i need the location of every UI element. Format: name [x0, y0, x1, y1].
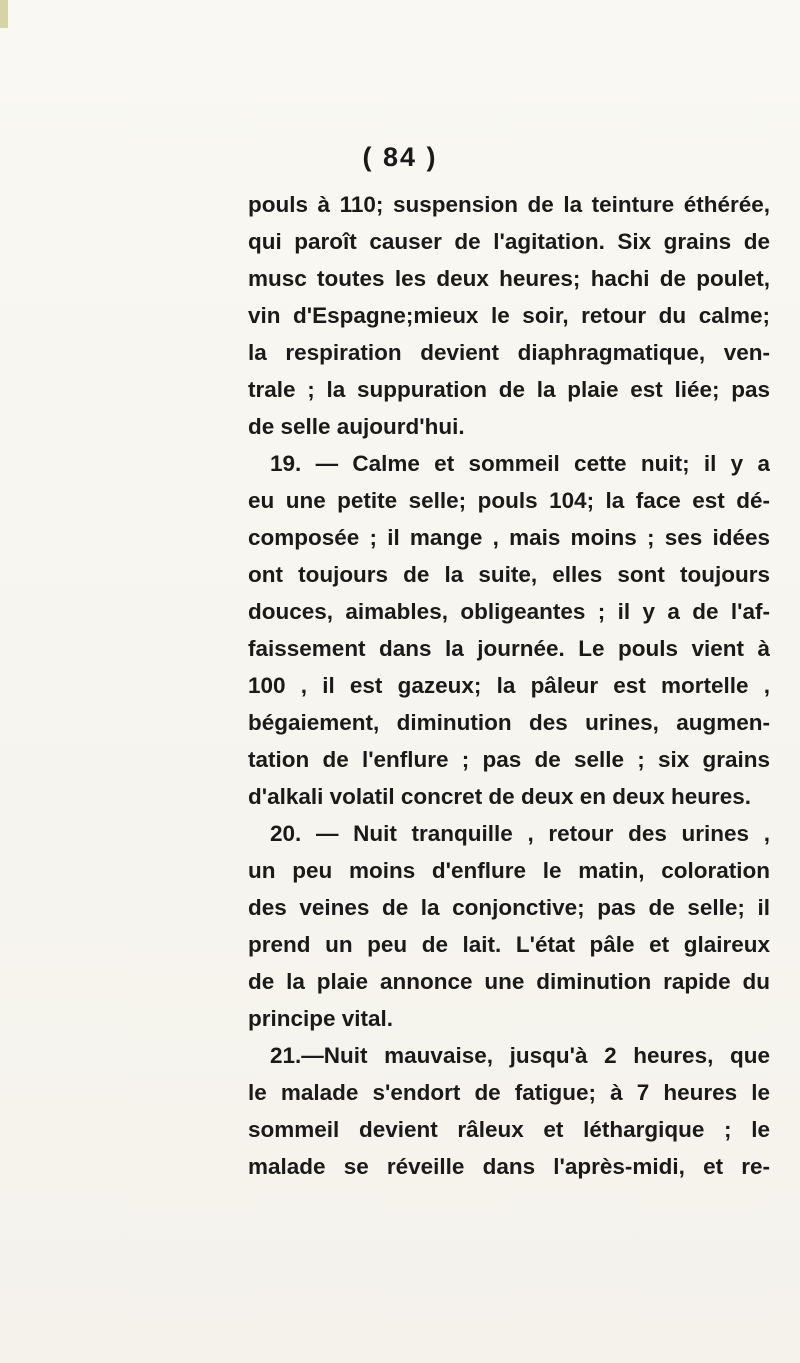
text-line: sommeil devient râleux et léthargique ; le — [248, 1117, 770, 1142]
text-line: la respiration devient diaphragmatique, ven- — [248, 340, 770, 365]
text-line: prend un peu de lait. L'état pâle et glaireux — [248, 932, 770, 957]
text-line: de selle aujourd'hui. — [248, 414, 465, 439]
text-line: pouls à 110; suspension de la teinture éthérée, — [248, 192, 770, 217]
text-line: douces, aimables, obligeantes ; il y a de l'af- — [248, 599, 770, 624]
text-line: 100 , il est gazeux; la pâleur est mortelle , — [248, 673, 770, 698]
text-line: composée ; il mange , mais moins ; ses idées — [248, 525, 770, 550]
text-line: le malade s'endort de fatigue; à 7 heures le — [248, 1080, 770, 1105]
text-line: tation de l'enflure ; pas de selle ; six grains — [248, 747, 770, 772]
text-line: trale ; la suppuration de la plaie est liée; pas — [248, 377, 770, 402]
text-line: ont toujours de la suite, elles sont toujours — [248, 562, 770, 587]
text-line: 20. — Nuit tranquille , retour des urines , — [270, 821, 770, 846]
text-line: de la plaie annonce une diminution rapide du — [248, 969, 770, 994]
text-line: d'alkali volatil concret de deux en deux heures. — [248, 784, 752, 809]
text-line: eu une petite selle; pouls 104; la face est dé- — [248, 488, 770, 513]
body-text — [248, 186, 770, 1185]
text-line: musc toutes les deux heures; hachi de poulet, — [248, 266, 770, 291]
page-number: ( 84 ) — [362, 142, 438, 172]
text-line: qui paroît causer de l'agitation. Six grains de — [248, 229, 770, 254]
text-line: 21.—Nuit mauvaise, jusqu'à 2 heures, que — [270, 1043, 770, 1068]
text-line: malade se réveille dans l'après-midi, et re- — [248, 1154, 770, 1179]
text-line: 19. — Calme et sommeil cette nuit; il y a — [270, 451, 770, 476]
text-line: vin d'Espagne;mieux le soir, retour du calme; — [248, 303, 770, 328]
text-line: bégaiement, diminution des urines, augmen- — [248, 710, 770, 735]
text-line: un peu moins d'enflure le matin, coloration — [248, 858, 770, 883]
text-line: des veines de la conjonctive; pas de selle; il — [248, 895, 770, 920]
text-line: principe vital. — [248, 1006, 394, 1031]
text-line: faissement dans la journée. Le pouls vient à — [248, 636, 770, 661]
scan-edge-mark — [0, 0, 8, 28]
